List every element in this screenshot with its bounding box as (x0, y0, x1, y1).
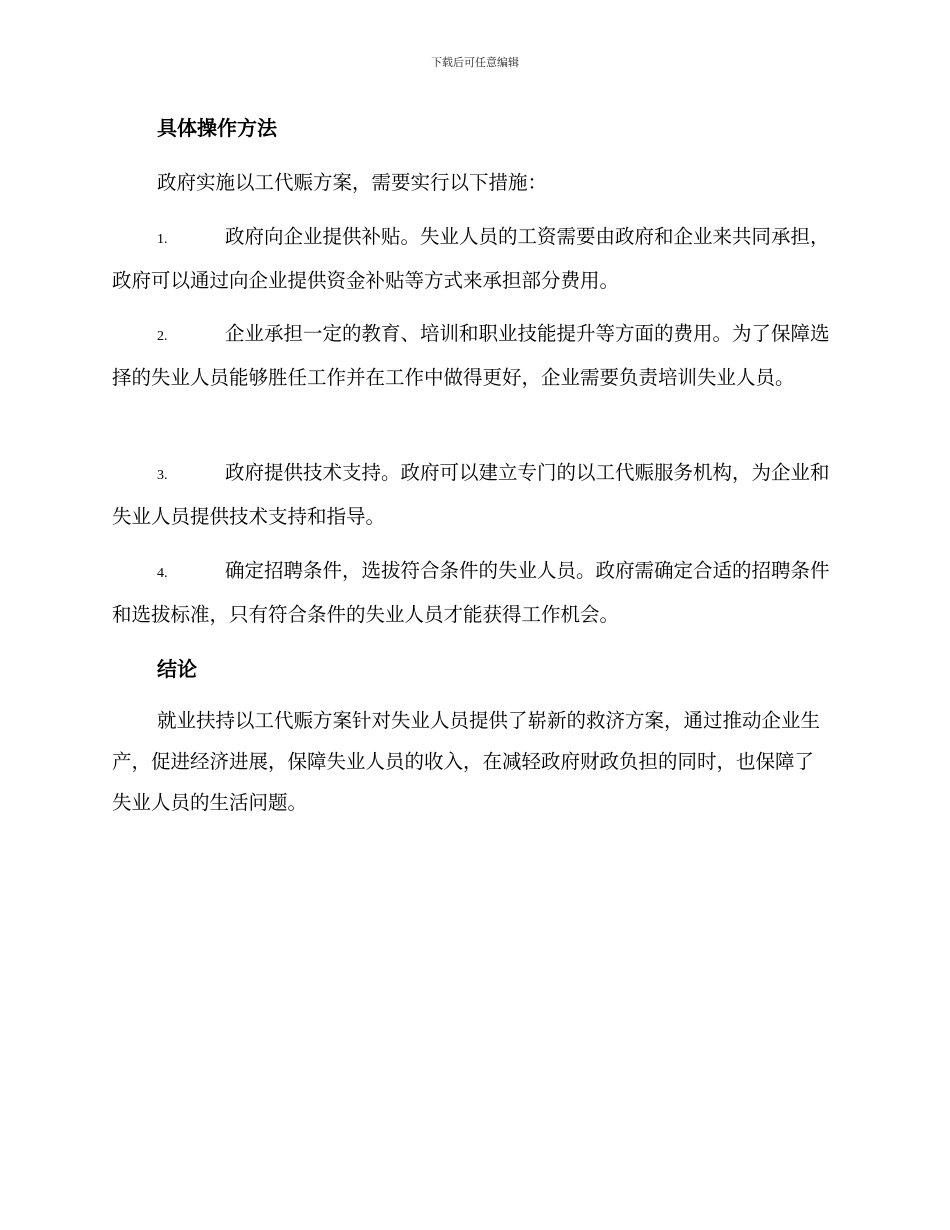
list-item-text: 政府向企业提供补贴。失业人员的工资需要由政府和企业来共同承担，政府可以通过向企业提供资金补贴等方式来承担部分费用。 (112, 225, 830, 292)
list-item-number: 2. (157, 329, 168, 344)
list-item (112, 550, 832, 635)
list-item (112, 216, 832, 301)
list-item-text: 政府提供技术支持。政府可以建立专门的以工代赈服务机构，为企业和失业人员提供技术支持和指导。 (112, 461, 830, 528)
list-item (112, 313, 832, 398)
page-header: 下载后可任意编辑 (431, 56, 519, 69)
list-item-text: 企业承担一定的教育、培训和职业技能提升等方面的费用。为了保障选择的失业人员能够胜任工作并在工作中做得更好，企业需要负责培训失业人员。 (112, 322, 830, 389)
section-heading-conclusion: 结论 (157, 657, 197, 681)
intro-paragraph: 政府实施以工代赈方案，需要实行以下措施： (157, 171, 548, 194)
list-item-number: 1. (157, 232, 168, 247)
list-item-text: 确定招聘条件，选拔符合条件的失业人员。政府需确定合适的招聘条件和选拔标准，只有符合条件的失业人员才能获得工作机会。 (112, 559, 830, 626)
section-heading-methods: 具体操作方法 (157, 116, 277, 140)
conclusion-paragraph: 就业扶持以工代赈方案针对失业人员提供了崭新的救济方案，通过推动企业生产，促进经济进展，保障失业人员的收入，在减轻政府财政负担的同时，也保障了失业人员的生活问题。 (112, 709, 821, 814)
list-item (112, 452, 832, 537)
list-item-number: 4. (157, 566, 168, 581)
list-item-number: 3. (157, 468, 168, 483)
